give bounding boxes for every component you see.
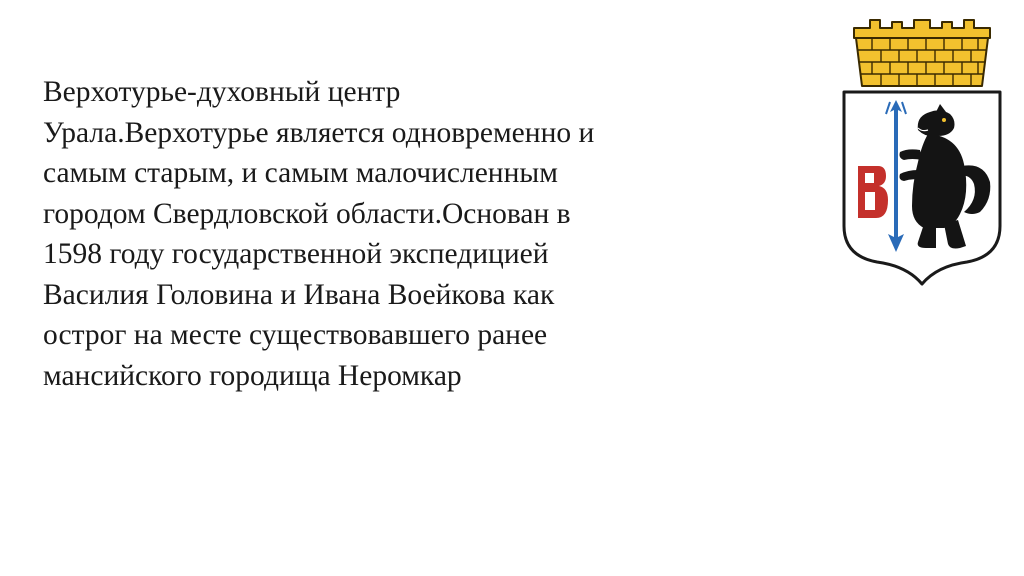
coat-of-arms-icon bbox=[832, 16, 1012, 288]
slide-body-text: Верхотурье-духовный центр Урала.Верхотурье является одновременно и самым старым, и самым малочисленным городом Свердловской области.Основан в 1598 году государственной экспедицией Василия Головина и Ивана Воейкова как острог на месте существовавшего ранее мансийского городища Неромкар bbox=[43, 76, 595, 392]
letter-v-icon bbox=[858, 166, 888, 218]
bear-eye-icon bbox=[942, 118, 946, 122]
crown-icon bbox=[854, 20, 990, 86]
